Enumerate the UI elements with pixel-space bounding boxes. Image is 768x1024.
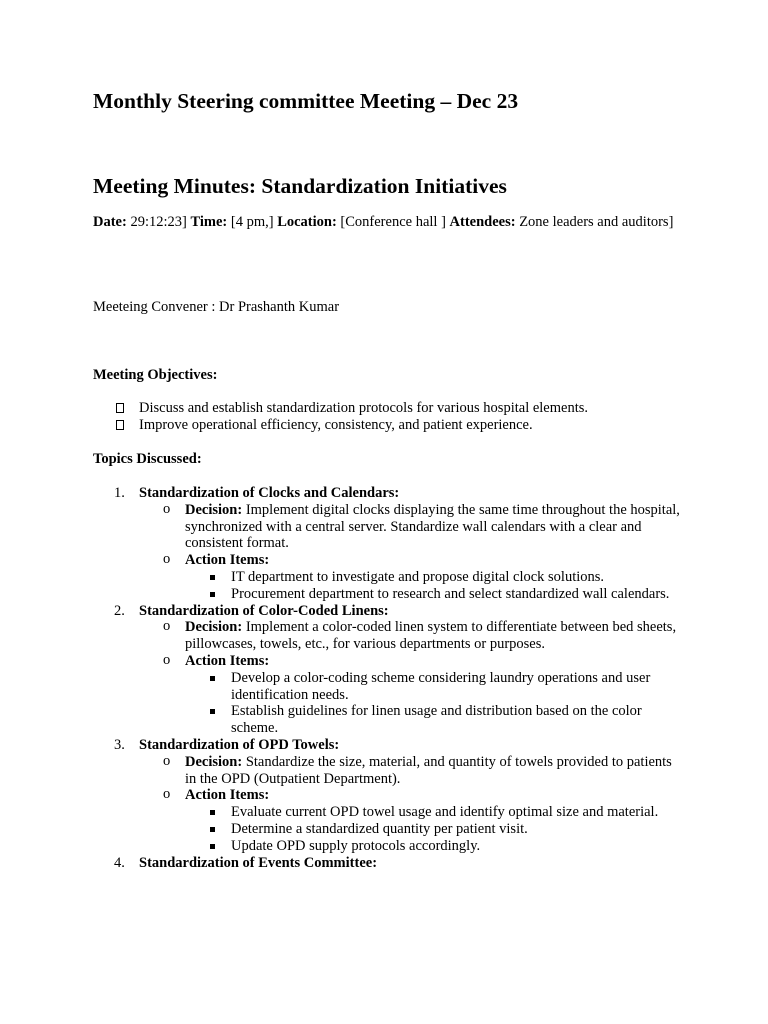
checkbox-glyph-icon	[116, 420, 124, 430]
topic-title: Standardization of Color-Coded Linens:	[139, 602, 389, 619]
decision-item	[139, 619, 683, 653]
circle-bullet-icon: o	[163, 752, 171, 769]
decision-text: Implement digital clocks displaying the same time throughout the hospital, synchronized with a central server. Standardize wall calendars with a clear and consistent format.	[185, 501, 680, 552]
objective-item: Discuss and establish standardization protocols for various hospital elements.	[93, 400, 683, 417]
topic-title: Standardization of Clocks and Calendars:	[139, 485, 400, 501]
topic-number: 2.	[114, 602, 125, 619]
topic-title: Standardization of Events Committee:	[139, 854, 378, 871]
circle-bullet-icon: o	[163, 500, 171, 517]
action-items-label: Action Items:	[185, 787, 270, 804]
action-item: IT department to investigate and propose digital clock solutions.	[185, 569, 683, 586]
square-bullet-icon	[210, 592, 215, 597]
action-item: Determine a standardized quantity per patient visit.	[185, 821, 683, 838]
decision-label: Decision:	[185, 619, 243, 636]
meeting-meta	[93, 214, 683, 231]
date-value: 29:12:23]	[126, 214, 191, 230]
square-bullet-icon	[210, 844, 215, 849]
topic-item	[93, 485, 683, 603]
action-items	[139, 787, 683, 854]
decision-label: Decision:	[185, 753, 243, 770]
topic-number: 4.	[114, 854, 125, 871]
decision-text: Standardize the size, material, and quantity of towels provided to patients in the OPD (Outpatient Department).	[185, 753, 672, 787]
topics-list	[93, 485, 683, 871]
action-items	[139, 552, 683, 602]
circle-bullet-icon: o	[163, 651, 171, 668]
meeting-convener: Meeteing Convener : Dr Prashanth Kumar	[93, 299, 340, 315]
topic-number: 1.	[114, 485, 125, 501]
square-bullet-icon	[210, 575, 215, 580]
objective-item: Improve operational efficiency, consistency, and patient experience.	[93, 417, 683, 434]
circle-bullet-icon: o	[163, 786, 171, 803]
action-items-label: Action Items:	[185, 652, 270, 669]
square-bullet-icon	[210, 827, 215, 832]
action-item: Update OPD supply protocols accordingly.	[185, 838, 683, 855]
topics-heading: Topics Discussed:	[93, 451, 202, 467]
objectives-heading: Meeting Objectives:	[93, 367, 218, 383]
location-value: [Conference hall ]	[336, 214, 450, 230]
topic-number: 3.	[114, 736, 125, 753]
decision-item	[139, 754, 683, 788]
location-label: Location:	[277, 214, 337, 230]
action-item: Establish guidelines for linen usage and distribution based on the color scheme.	[185, 703, 683, 737]
action-items-label: Action Items:	[185, 552, 270, 569]
action-item: Evaluate current OPD towel usage and identify optimal size and material.	[185, 804, 683, 821]
objectives-list	[93, 400, 683, 434]
topic-title: Standardization of OPD Towels:	[139, 736, 340, 753]
topic-item	[93, 603, 683, 737]
decision-label: Decision:	[185, 501, 243, 518]
decision-text: Implement a color-coded linen system to differentiate between bed sheets, pillowcases, towels, etc., for various departments or purposes.	[185, 619, 677, 653]
action-items	[139, 653, 683, 737]
checkbox-glyph-icon	[116, 403, 124, 413]
attendees-label: Attendees:	[449, 214, 516, 230]
date-label: Date:	[93, 214, 127, 230]
topic-item	[93, 737, 683, 855]
minutes-title: Meeting Minutes: Standardization Initiatives	[93, 174, 507, 198]
decision-item	[139, 502, 683, 552]
topic-item	[93, 855, 683, 872]
document-title: Monthly Steering committee Meeting – Dec 23	[93, 89, 519, 113]
square-bullet-icon	[210, 676, 215, 681]
circle-bullet-icon: o	[163, 551, 171, 568]
time-value: [4 pm,]	[227, 214, 278, 230]
time-label: Time:	[190, 214, 228, 230]
action-item: Develop a color-coding scheme considering laundry operations and user identification needs.	[185, 670, 683, 704]
circle-bullet-icon: o	[163, 618, 171, 635]
square-bullet-icon	[210, 810, 215, 815]
attendees-value: Zone leaders and auditors]	[515, 214, 674, 230]
action-item: Procurement department to research and select standardized wall calendars.	[185, 586, 683, 603]
square-bullet-icon	[210, 709, 215, 714]
